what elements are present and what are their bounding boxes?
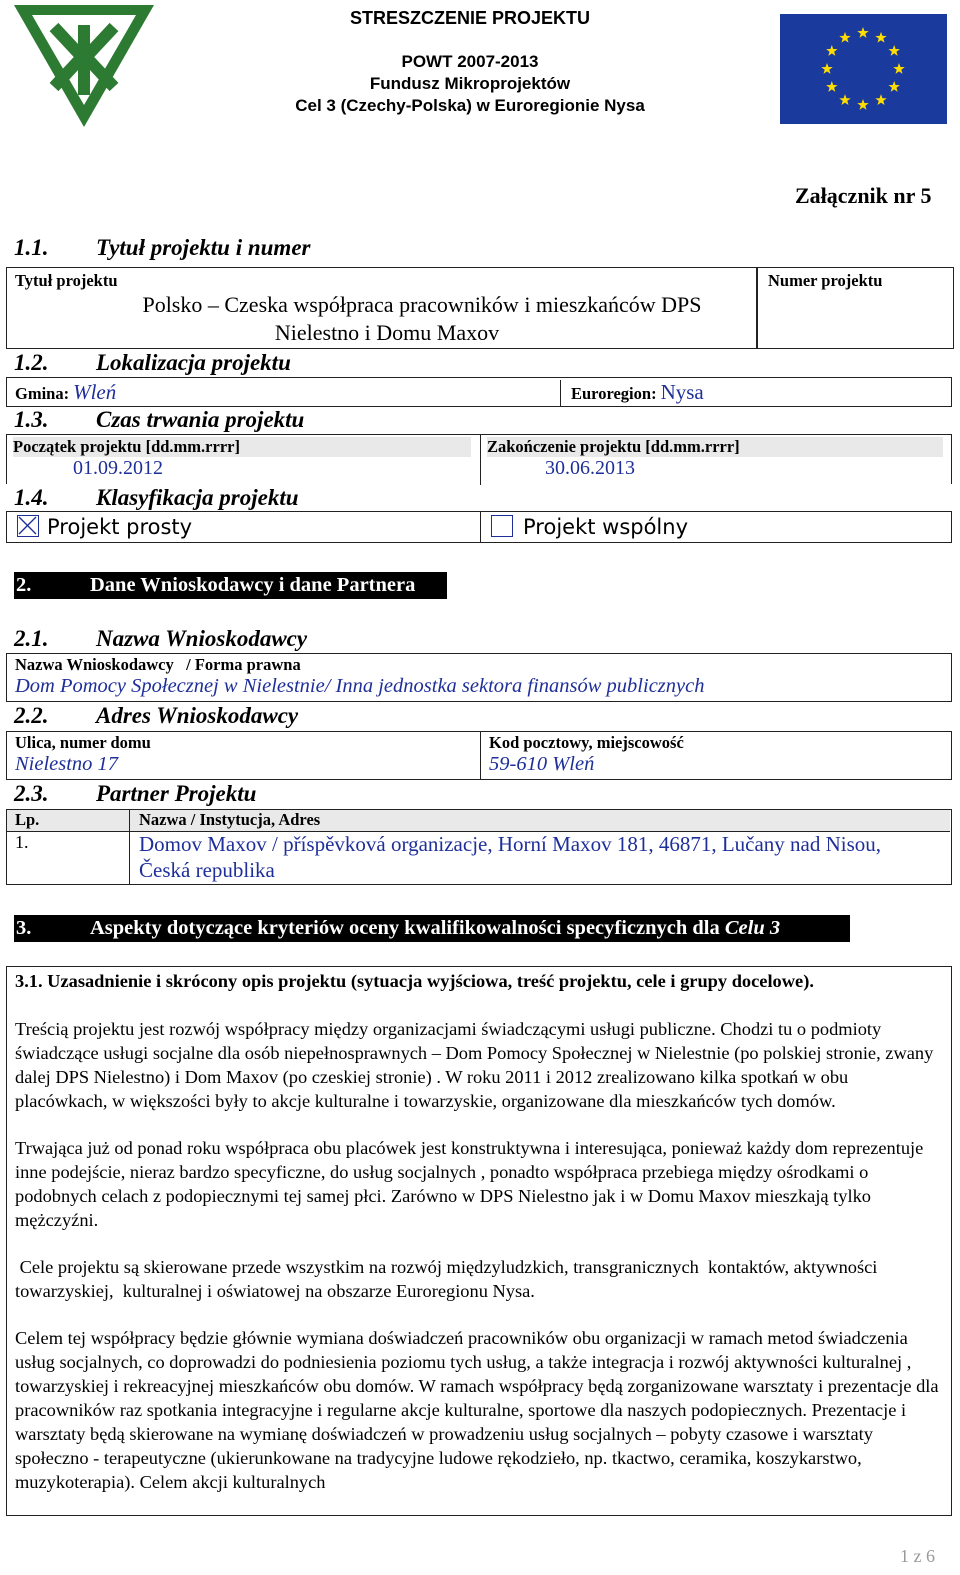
eu-star-icon xyxy=(839,94,850,105)
project-title-line-1: Polsko – Czeska współpraca pracowników i mieszkańców DPS xyxy=(142,292,702,317)
attachment-label: Załącznik nr 5 xyxy=(795,183,932,208)
location-box xyxy=(6,377,952,407)
project-title-box xyxy=(6,267,757,349)
applicant-name-box xyxy=(6,653,952,702)
table-row xyxy=(7,832,950,884)
header-line-1: POWT 2007-2013 xyxy=(401,52,539,71)
eu-star-icon xyxy=(826,45,837,56)
eu-star-icon xyxy=(888,81,899,92)
partner-line-2: Česká republika xyxy=(139,858,275,882)
project-title-line-2: Nielestno i Domu Maxov xyxy=(274,320,500,345)
street-label: Ulica, numer domu xyxy=(15,733,151,752)
eu-star-icon xyxy=(893,63,904,74)
euroregion-value: Nysa xyxy=(660,380,704,404)
eu-star-icon xyxy=(875,32,886,43)
section-1-2-heading: 1.2. Lokalizacja projektu xyxy=(14,350,291,375)
checkbox-checked-icon[interactable] xyxy=(17,515,39,537)
option-joint-label: Projekt wspólny xyxy=(523,515,689,539)
section-3-bar: 3. Aspekty dotyczące kryteriów oceny kwalifikowalności specyficznych dla Celu 3 xyxy=(14,915,850,942)
paragraph-4: Celem tej współpracy będzie głównie wymiana doświadczeń pracowników obu organizacji w ramach metod świadczenia usług socjalnych, co doprowadzi do podniesienia poziomu tych usług, a także integracja i rozwój aktywności kulturalnej , towarzyskiej i rekreacyjnej mieszkańców obu domów. W ramach współpracy będą zorganizowane warsztaty i prezentacje dla pracowników raz spotkania integracyjne i regularne akcje kulturalne, sportowe dla naszych podopiecznych. Prezentacje i warsztaty będą skierowane na wymianę doświadczeń w prowadzeniu usług socjalnych – pobyty czasowe i warsztaty społeczno - terapeutyczne (ukierunkowane na tradycyjne ludowe rękodzieło, np. tkactwo, ceramika, koszykarstwo, muzykoterapia). Celem akcji kulturalnych xyxy=(15,1328,939,1492)
eu-star-icon xyxy=(857,27,868,38)
partner-line-1: Domov Maxov / příspěvková organizacje, Horní Maxov 181, 46871, Lučany nad Nisou, xyxy=(139,832,882,856)
option-simple[interactable] xyxy=(17,515,192,539)
checkbox-empty-icon[interactable] xyxy=(491,515,513,537)
euroregion-label: Euroregion: xyxy=(571,384,657,403)
row-divider xyxy=(129,832,130,884)
classification-box xyxy=(6,511,952,543)
gmina-field xyxy=(15,380,116,405)
partner-table xyxy=(6,809,952,885)
program-logo xyxy=(14,5,154,127)
eu-star-icon xyxy=(826,81,837,92)
section-1-4-heading: 1.4. Klasyfikacja projektu xyxy=(14,485,299,510)
gmina-label: Gmina: xyxy=(15,384,70,403)
end-value: 30.06.2013 xyxy=(545,457,635,479)
section-1-3-heading: 1.3. Czas trwania projektu xyxy=(14,407,305,432)
section-1-1-heading: 1.1. Tytuł projektu i numer xyxy=(14,235,311,260)
description-heading: 3.1. Uzasadnienie i skrócony opis projektu (sytuacja wyjściowa, treść projektu, cele i grupy docelowe). xyxy=(15,971,814,991)
option-simple-label: Projekt prosty xyxy=(47,515,193,539)
section-2-2-heading: 2.2. Adres Wnioskodawcy xyxy=(14,703,299,728)
paragraph-1: Treścią projektu jest rozwój współpracy między organizacjami świadczącymi usługi publiczne. Chodzi tu o podmioty świadczące usługi socjalne dla osób niepełnosprawnych – Dom Pomocy Społecznej w Nielestnie (po polskiej stronie, zwany dalej DPS Nielestno) i Dom Maxov (po czeskiej stronie) . W roku 2011 i 2012 zrealizowano kilka spotkań w obu placówkach, w większości były to akcje kulturalne i towarzyskie, organizowane dla mieszkańców tych domów. xyxy=(15,1019,934,1111)
end-label: Zakończenie projektu [dd.mm.rrrr] xyxy=(487,437,943,457)
classification-divider xyxy=(480,512,481,542)
col-name: Nazwa / Instytucja, Adres xyxy=(139,810,321,829)
duration-divider xyxy=(480,435,481,485)
header-line-3: Cel 3 (Czechy-Polska) w Euroregionie Nysa xyxy=(295,96,645,115)
applicant-address-box xyxy=(6,731,952,780)
gmina-value: Wleń xyxy=(73,380,117,404)
street-value: Nielestno 17 xyxy=(15,753,119,775)
document-title: STRESZCZENIE PROJEKTU xyxy=(349,8,591,28)
paragraph-2: Trwająca już od ponad roku współpraca obu placówek jest konstruktywna i interesująca, ponieważ każdy dom reprezentuje inne podejście, nieraz bardzo specyficzne, do usług socjalnych , ponadto współpraca przebiega między ośrodkami o podobnych celach z podopiecznymi tej samej płci. Zarówno w DPS Nielestno jak i w Domu Maxov mieszkają tylko mężczyźni. xyxy=(15,1138,924,1230)
paragraph-3: Cele projektu są skierowane przede wszystkim na rozwój międzyludzkich, transgranicznych kontaktów, aktywności towarzyskiej, kulturalnej i oświatowej na obszarze Euroregionu Nysa. xyxy=(15,1257,883,1301)
start-value: 01.09.2012 xyxy=(73,457,163,479)
page-number: 1 z 6 xyxy=(900,1546,935,1566)
applicant-name-value: Dom Pomocy Społecznej w Nielestnie/ Inna jednostka sektora finansów publicznych xyxy=(15,675,705,697)
start-label: Początek projektu [dd.mm.rrrr] xyxy=(13,437,471,457)
description-box xyxy=(6,966,952,1516)
section-2-1-heading: 2.1. Nazwa Wnioskodawcy xyxy=(14,626,308,651)
header-line-2: Fundusz Mikroprojektów xyxy=(369,74,571,93)
col-divider xyxy=(129,810,130,831)
duration-box xyxy=(6,434,952,484)
row-lp: 1. xyxy=(15,832,29,852)
eu-star-icon xyxy=(839,32,850,43)
postal-label: Kod pocztowy, miejscowość xyxy=(489,733,684,752)
partner-table-header xyxy=(7,810,950,832)
section-2-bar: 2. Dane Wnioskodawcy i dane Partnera xyxy=(14,572,447,599)
col-lp: Lp. xyxy=(15,810,40,829)
project-number-box xyxy=(757,267,954,349)
section-2-3-heading: 2.3. Partner Projektu xyxy=(14,781,257,806)
option-joint[interactable] xyxy=(491,515,688,539)
eu-flag xyxy=(780,14,947,124)
project-number-label: Numer projektu xyxy=(768,271,883,290)
address-divider xyxy=(480,732,481,779)
project-title-label: Tytuł projektu xyxy=(15,271,118,290)
euroregion-field xyxy=(560,380,704,406)
description-body xyxy=(15,1017,943,1494)
eu-star-icon xyxy=(875,94,886,105)
eu-star-icon xyxy=(821,63,832,74)
eu-star-icon xyxy=(888,45,899,56)
eu-star-icon xyxy=(857,99,868,110)
applicant-name-label: Nazwa Wnioskodawcy / Forma prawna xyxy=(15,655,301,674)
postal-value: 59-610 Wleń xyxy=(489,753,595,775)
